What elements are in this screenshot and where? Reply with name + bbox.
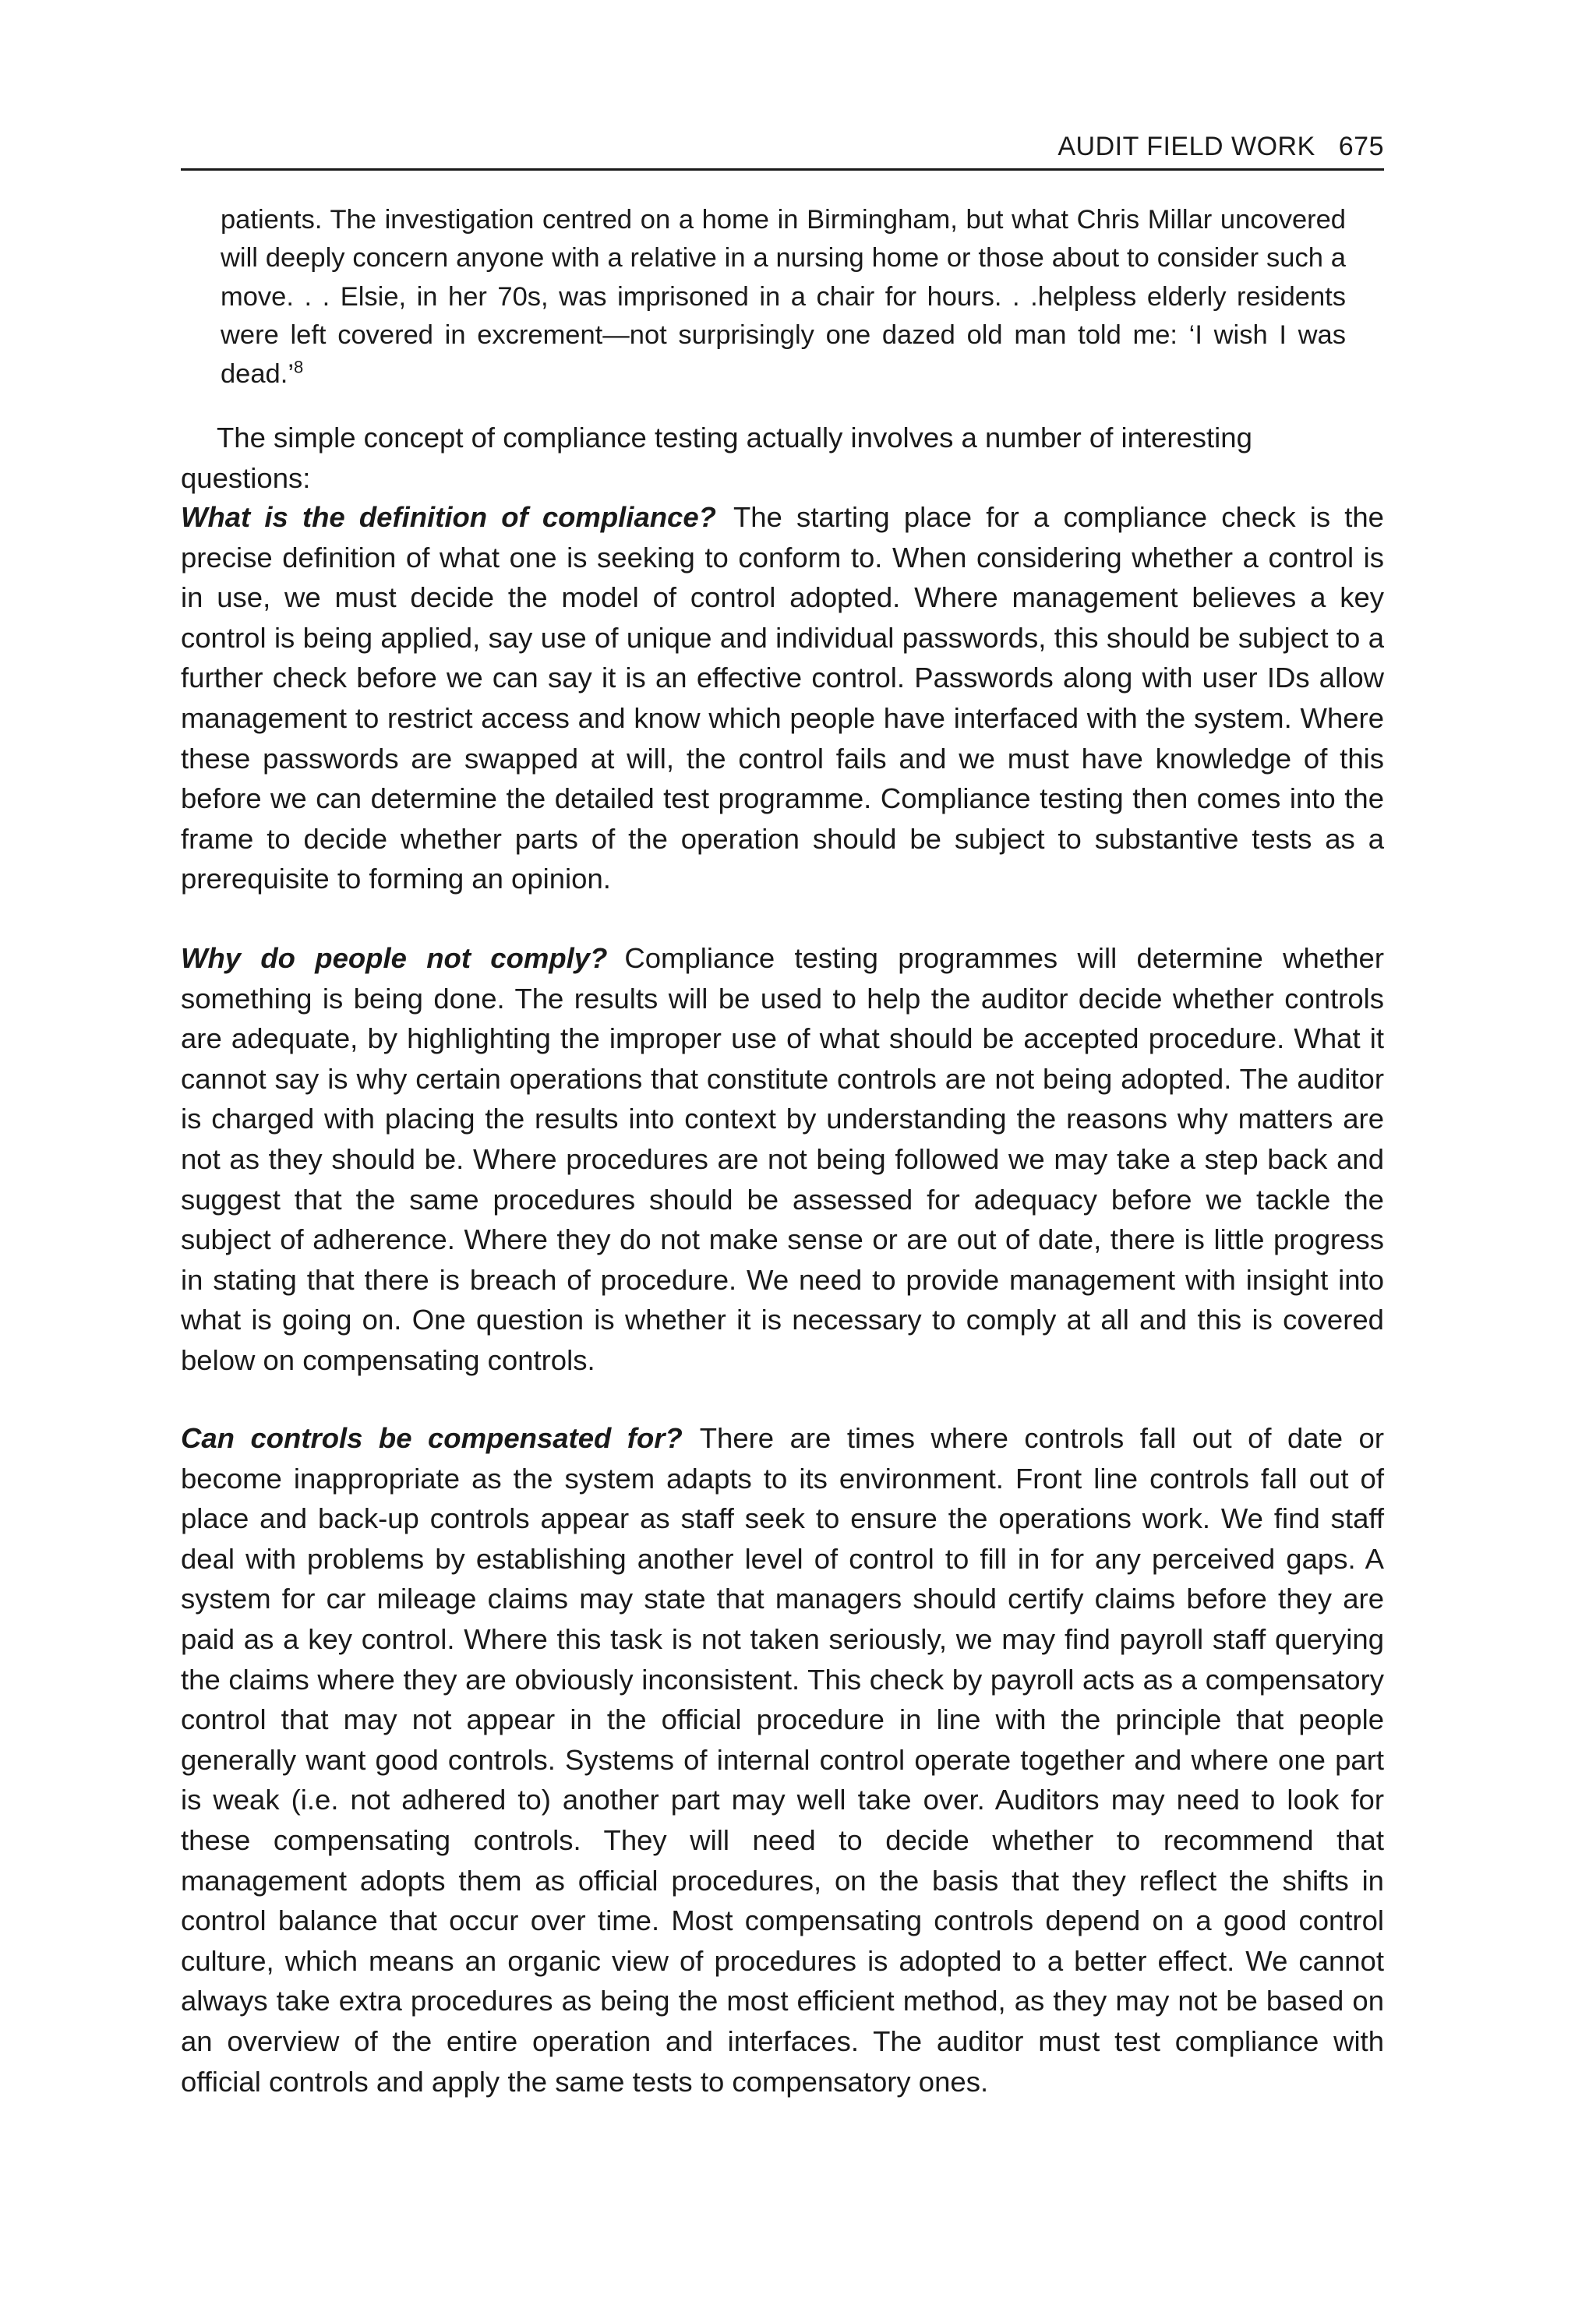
- section-paragraph-compensated: [181, 1418, 1384, 2102]
- section-paragraph-definition: [181, 497, 1384, 899]
- intro-paragraph: The simple concept of compliance testing actually involves a number of interesting questions:: [181, 422, 1252, 494]
- paragraph-body: Compliance testing programmes will determine whether something is being done. The results will be used to help the auditor decide whether controls are adequate, by highlighting the improper use of what should be accepted procedure. What it cannot say is why certain operations that constitute controls are not being adopted. The auditor is charged with placing the results into context by understanding the reasons why matters are not as they should be. Where procedures are not being followed we may take a step back and suggest that the same procedures should be assessed for adequacy before we tackle the subject of adherence. Where they do not make sense or are out of date, there is little progress in stating that there is breach of procedure. We need to provide management with insight into what is going on. One question is whether it is necessary to comply at all and this is covered below on compensating controls.: [181, 942, 1384, 1376]
- paragraph-body: There are times where controls fall out of date or become inappropriate as the system adapts to its environment. Front line controls fall out of place and back-up controls appear as staff seek to ensure the operations work. We find staff deal with problems by establishing another level of control to fill in for any perceived gaps. A system for car mileage claims may state that managers should certify claims before they are paid as a key control. Where this task is not taken seriously, we may find payroll staff querying the claims where they are obviously inconsistent. This check by payroll acts as a compensatory control that may not appear in the official procedure in line with the principle that people generally want good controls. Systems of internal control operate together and where one part is weak (i.e. not adhered to) another part may well take over. Auditors may need to look for these compensating controls. They will need to decide whether to recommend that management adopts them as official procedures, on the basis that they reflect the shifts in control balance that occur over time. Most compensating controls depend on a good control culture, which means an organic view of procedures is adopted to a better effect. We cannot always take extra procedures as being the most efficient method, as they may not be based on an overview of the entire operation and interfaces. The auditor must test compliance with official controls and apply the same tests to compensatory ones.: [181, 1422, 1384, 2098]
- header-rule: [181, 168, 1384, 171]
- paragraph-body: The starting place for a compliance check is the precise definition of what one is seeking to conform to. When considering whether a control is in use, we must decide the model of control adopted. Where management believes a key control is being applied, say use of unique and individual passwords, this should be subject to a further check before we can say it is an effective control. Passwords along with user IDs allow management to restrict access and know which people have interfaced with the system. Where these passwords are swapped at will, the control fails and we must have knowledge of this before we can determine the detailed test programme. Compliance testing then comes into the frame to decide whether parts of the operation should be subject to substantive tests as a prerequisite to forming an opinion.: [181, 501, 1384, 895]
- run-in-heading: Can controls be compensated for?: [181, 1422, 683, 1454]
- section-paragraph-not-comply: [181, 938, 1384, 1381]
- running-head-title: AUDIT FIELD WORK: [1058, 132, 1315, 161]
- block-quote: [221, 201, 1346, 394]
- block-quote-text: patients. The investigation centred on a home in Birmingham, but what Chris Millar uncovered will deeply concern anyone with a relative in a nursing home or those about to consider such a move. . . Elsie, in her 70s, was imprisoned in a chair for hours. . .helpless elderly residents were left covered in excrement—not surprisingly one dazed old man told me: ‘I wish I was dead.’: [221, 205, 1346, 389]
- run-in-heading: What is the definition of compliance?: [181, 501, 716, 533]
- footnote-mark: 8: [294, 357, 304, 377]
- running-head: [181, 118, 1384, 168]
- page-number: 675: [1338, 132, 1384, 161]
- run-in-heading: Why do people not comply?: [181, 942, 608, 974]
